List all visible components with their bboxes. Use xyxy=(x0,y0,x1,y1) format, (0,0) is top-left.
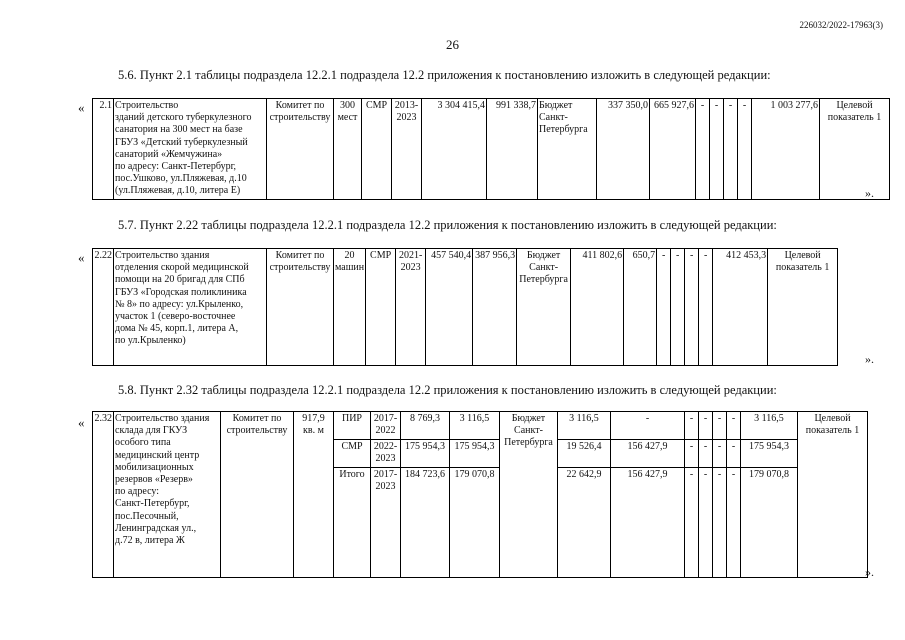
object-name-line: медицинский центр xyxy=(115,449,200,461)
funding-source-cell: Бюджет Санкт- Петербурга xyxy=(500,412,558,578)
dash-cell: - xyxy=(724,99,738,200)
year1-cell: 3 116,5 xyxy=(558,412,611,440)
year2-cell: 156 427,9 xyxy=(611,440,685,468)
work-type-cell: Итого xyxy=(334,468,371,578)
funding-source-cell: Бюджет Санкт- Петербурга xyxy=(538,99,597,200)
year1-cell: 22 642,9 xyxy=(558,468,611,578)
work-type-cell: ПИР xyxy=(334,412,371,440)
object-name-line: санаторий «Жемчужина» xyxy=(115,148,223,160)
dash-cell: - xyxy=(738,99,752,200)
object-name-line: зданий детского туберкулезного xyxy=(115,112,252,124)
object-name xyxy=(114,249,267,366)
document-number: 226032/2022-17963(3) xyxy=(799,20,883,30)
object-name-line: д.72 в, литера Ж xyxy=(115,534,185,546)
dash-cell: - xyxy=(685,440,699,468)
funding-source-cell: Бюджет Санкт- Петербурга xyxy=(517,249,571,366)
customer-cell: Комитет по строительству xyxy=(267,249,334,366)
year2-cell: 156 427,9 xyxy=(611,468,685,578)
work-type-cell: СМР xyxy=(362,99,392,200)
dash-cell: - xyxy=(685,249,699,366)
sum-cell: 179 070,8 xyxy=(741,468,798,578)
year2-cell: 665 927,6 xyxy=(650,99,696,200)
quote-close: ». xyxy=(865,565,874,579)
object-name-line: дома № 45, корп.1, литера А, xyxy=(115,323,239,335)
prior-cost-cell: 175 954,3 xyxy=(450,440,500,468)
dash-cell: - xyxy=(713,440,727,468)
object-name-line: ГБУЗ «Городская поликлиника xyxy=(115,286,247,298)
object-name-line: резервов «Резерв» xyxy=(115,473,193,485)
row-number: 2.1 xyxy=(93,99,114,200)
row-number: 2.32 xyxy=(93,412,114,578)
object-name-line: № 8» по адресу: ул.Крыленко, xyxy=(115,298,244,310)
dash-cell: - xyxy=(727,440,741,468)
object-name-line: по адресу: xyxy=(115,486,160,498)
object-name-line: Ленинградская ул., xyxy=(115,522,197,534)
prior-cost-cell: 387 956,3 xyxy=(473,249,517,366)
section-heading-5-7: 5.7. Пункт 2.22 таблицы подраздела 12.2.1 подраздела 12.2 приложения к постановлению изложить в следующей редакции: xyxy=(118,218,777,232)
object-name-line: особого типа xyxy=(115,437,171,449)
dash-cell: - xyxy=(727,412,741,440)
table-row-2-22 xyxy=(92,248,838,366)
sum-cell: 412 453,3 xyxy=(713,249,768,366)
dash-cell: - xyxy=(713,468,727,578)
page-number: 26 xyxy=(446,37,459,52)
capacity-cell: 917,9 кв. м xyxy=(294,412,334,578)
object-name-line: по адресу: Санкт-Петербург, xyxy=(115,160,237,172)
object-name-line: санатория на 300 мест на базе xyxy=(115,124,243,136)
object-name-line: мобилизационных xyxy=(115,461,194,473)
period-cell: 2022- 2023 xyxy=(371,440,401,468)
work-type-cell: СМР xyxy=(366,249,396,366)
sum-cell: 3 116,5 xyxy=(741,412,798,440)
total-cost-cell: 8 769,3 xyxy=(401,412,450,440)
object-name-line: Строительство здания xyxy=(115,250,210,261)
dash-cell: - xyxy=(696,99,710,200)
prior-cost-cell: 991 338,7 xyxy=(487,99,538,200)
object-name xyxy=(114,99,267,200)
quote-close: ». xyxy=(865,186,874,200)
year2-cell: 650,7 xyxy=(624,249,657,366)
period-cell: 2017- 2023 xyxy=(371,468,401,578)
object-name-line: помощи на 20 бригад для СПб xyxy=(115,274,245,286)
sum-cell: 1 003 277,6 xyxy=(752,99,820,200)
dash-cell: - xyxy=(727,468,741,578)
customer-cell: Комитет по строительству xyxy=(267,99,334,200)
section-heading-5-8: 5.8. Пункт 2.32 таблицы подраздела 12.2.1 подраздела 12.2 приложения к постановлению изложить в следующей редакции: xyxy=(118,383,777,397)
sum-cell: 175 954,3 xyxy=(741,440,798,468)
row-number: 2.22 xyxy=(93,249,114,366)
dash-cell: - xyxy=(685,412,699,440)
total-cost-cell: 184 723,6 xyxy=(401,468,450,578)
object-name-line: участок 1 (северо-восточнее xyxy=(115,310,236,322)
year1-cell: 19 526,4 xyxy=(558,440,611,468)
object-name xyxy=(114,412,221,578)
target-indicator-cell: Целевой показатель 1 xyxy=(768,249,838,366)
year1-cell: 337 350,0 xyxy=(597,99,650,200)
period-cell: 2013- 2023 xyxy=(392,99,422,200)
object-name-line: склада для ГКУЗ xyxy=(115,425,188,437)
table-row-2-1 xyxy=(92,98,890,200)
period-cell: 2021- 2023 xyxy=(396,249,426,366)
capacity-cell: 300 мест xyxy=(334,99,362,200)
prior-cost-cell: 179 070,8 xyxy=(450,468,500,578)
total-cost-cell: 457 540,4 xyxy=(426,249,473,366)
object-name-line: Строительство xyxy=(115,100,179,111)
dash-cell: - xyxy=(710,99,724,200)
period-cell: 2017- 2022 xyxy=(371,412,401,440)
dash-cell: - xyxy=(671,249,685,366)
quote-open: « xyxy=(78,100,85,115)
customer-cell: Комитет по строительству xyxy=(221,412,294,578)
dash-cell: - xyxy=(685,468,699,578)
target-indicator-cell: Целевой показатель 1 xyxy=(820,99,890,200)
quote-open: « xyxy=(78,250,85,265)
table-row-2-32 xyxy=(92,411,868,578)
object-name-line: Санкт-Петербург, xyxy=(115,498,190,510)
work-type-cell: СМР xyxy=(334,440,371,468)
total-cost-cell: 3 304 415,4 xyxy=(422,99,487,200)
capacity-cell: 20 машин xyxy=(334,249,366,366)
prior-cost-cell: 3 116,5 xyxy=(450,412,500,440)
target-indicator-cell: Целевой показатель 1 xyxy=(798,412,868,578)
quote-open: « xyxy=(78,415,85,430)
dash-cell: - xyxy=(699,440,713,468)
object-name-line: (ул.Пляжевая, д.10, литера Е) xyxy=(115,185,241,197)
object-name-line: Строительство здания xyxy=(115,413,210,424)
dash-cell: - xyxy=(657,249,671,366)
year2-cell: - xyxy=(611,412,685,440)
object-name-line: отделения скорой медицинской xyxy=(115,262,249,274)
dash-cell: - xyxy=(699,468,713,578)
year1-cell: 411 802,6 xyxy=(571,249,624,366)
dash-cell: - xyxy=(699,412,713,440)
section-heading-5-6: 5.6. Пункт 2.1 таблицы подраздела 12.2.1 подраздела 12.2 приложения к постановлению изложить в следующей редакции: xyxy=(118,68,771,82)
object-name-line: пос.Ушково, ул.Пляжевая, д.10 xyxy=(115,173,247,185)
dash-cell: - xyxy=(713,412,727,440)
dash-cell: - xyxy=(699,249,713,366)
total-cost-cell: 175 954,3 xyxy=(401,440,450,468)
object-name-line: по ул.Крыленко) xyxy=(115,335,186,347)
object-name-line: пос.Песочный, xyxy=(115,510,179,522)
quote-close: ». xyxy=(865,352,874,366)
object-name-line: ГБУЗ «Детский туберкулезный xyxy=(115,136,248,148)
